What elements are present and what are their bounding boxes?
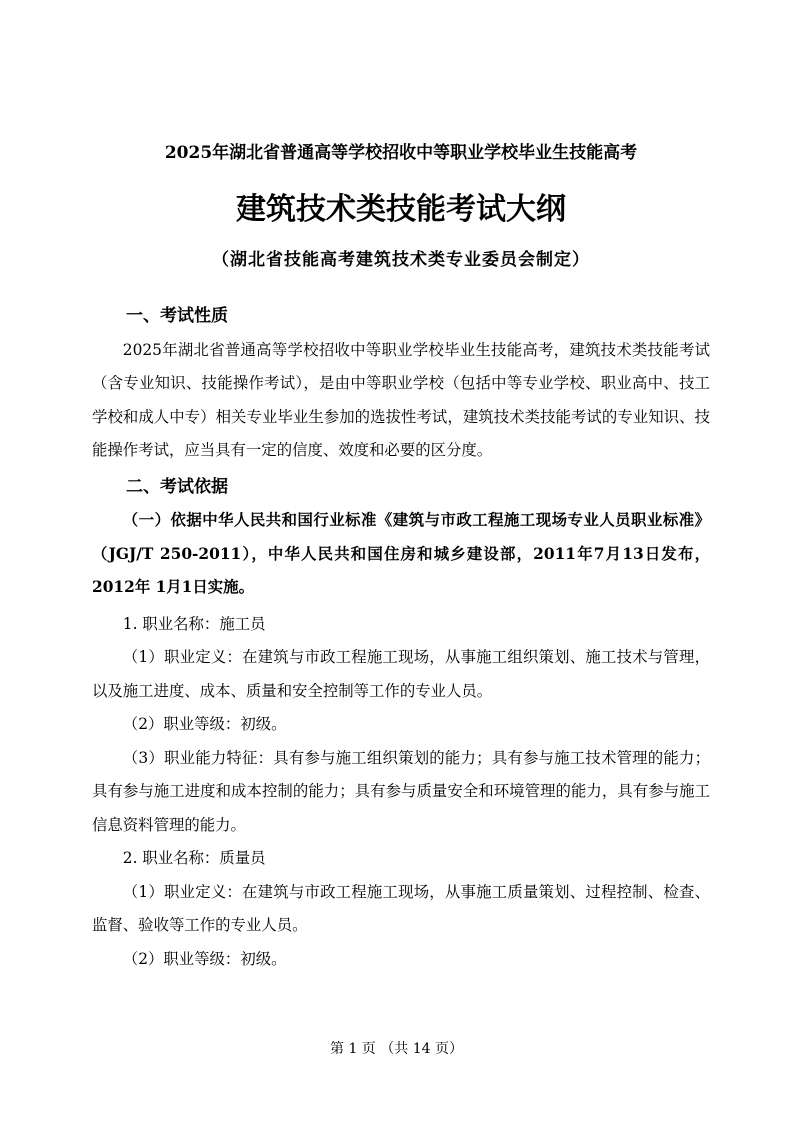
paragraph-standard-basis: （一）依据中华人民共和国行业标准《建筑与市政工程施工现场专业人员职业标准》（JGJ/T 250-2011），中华人民共和国住房和城乡建设部，2011年7月13日发布，2012年 1月1日实施。 (92, 511, 710, 596)
job2-level: （2）职业等级：初级。 (122, 949, 287, 968)
document-body (92, 300, 710, 976)
section-heading-exam-basis: 二、考试依据 (126, 476, 228, 497)
document-title: 建筑技术类技能考试大纲 (236, 192, 566, 227)
document-subtitle: （湖北省技能高考建筑技术类专业委员会制定） (212, 250, 590, 270)
job1-name: 1. 职业名称：施工员 (122, 614, 266, 633)
job2-definition: （1）职业定义：在建筑与市政工程施工现场，从事施工质量策划、过程控制、检查、监督、验收等工作的专业人员。 (92, 882, 710, 934)
paragraph-exam-nature: 2025年湖北省普通高等学校招收中等职业学校毕业生技能高考，建筑技术类技能考试（含专业知识、技能操作考试），是由中等职业学校（包括中等专业学校、职业高中、技工学校和成人中专）相关专业毕业生参加的选拔性考试，建筑技术类技能考试的专业知识、技能操作考试，应当具有一定的信度、效度和必要的区分度。 (92, 340, 710, 459)
job2-name: 2. 职业名称：质量员 (122, 849, 266, 867)
section-heading-exam-nature: 一、考试性质 (126, 306, 228, 326)
job1-ability: （3）职业能力特征：具有参与施工组织策划的能力；具有参与施工技术管理的能力；具有参与施工进度和成本控制的能力；具有参与质量安全和环境管理的能力，具有参与施工信息资料管理的能力。 (92, 748, 710, 834)
page-footer: 第 1 页 （共 14 页） (330, 1041, 463, 1057)
job1-definition: （1）职业定义：在建筑与市政工程施工现场，从事施工组织策划、施工技术与管理，以及施工进度、成本、质量和安全控制等工作的专业人员。 (92, 648, 710, 700)
document-header-line: 2025年湖北省普通高等学校招收中等职业学校毕业生技能高考 (164, 143, 638, 163)
job1-level: （2）职业等级：初级。 (122, 715, 287, 733)
